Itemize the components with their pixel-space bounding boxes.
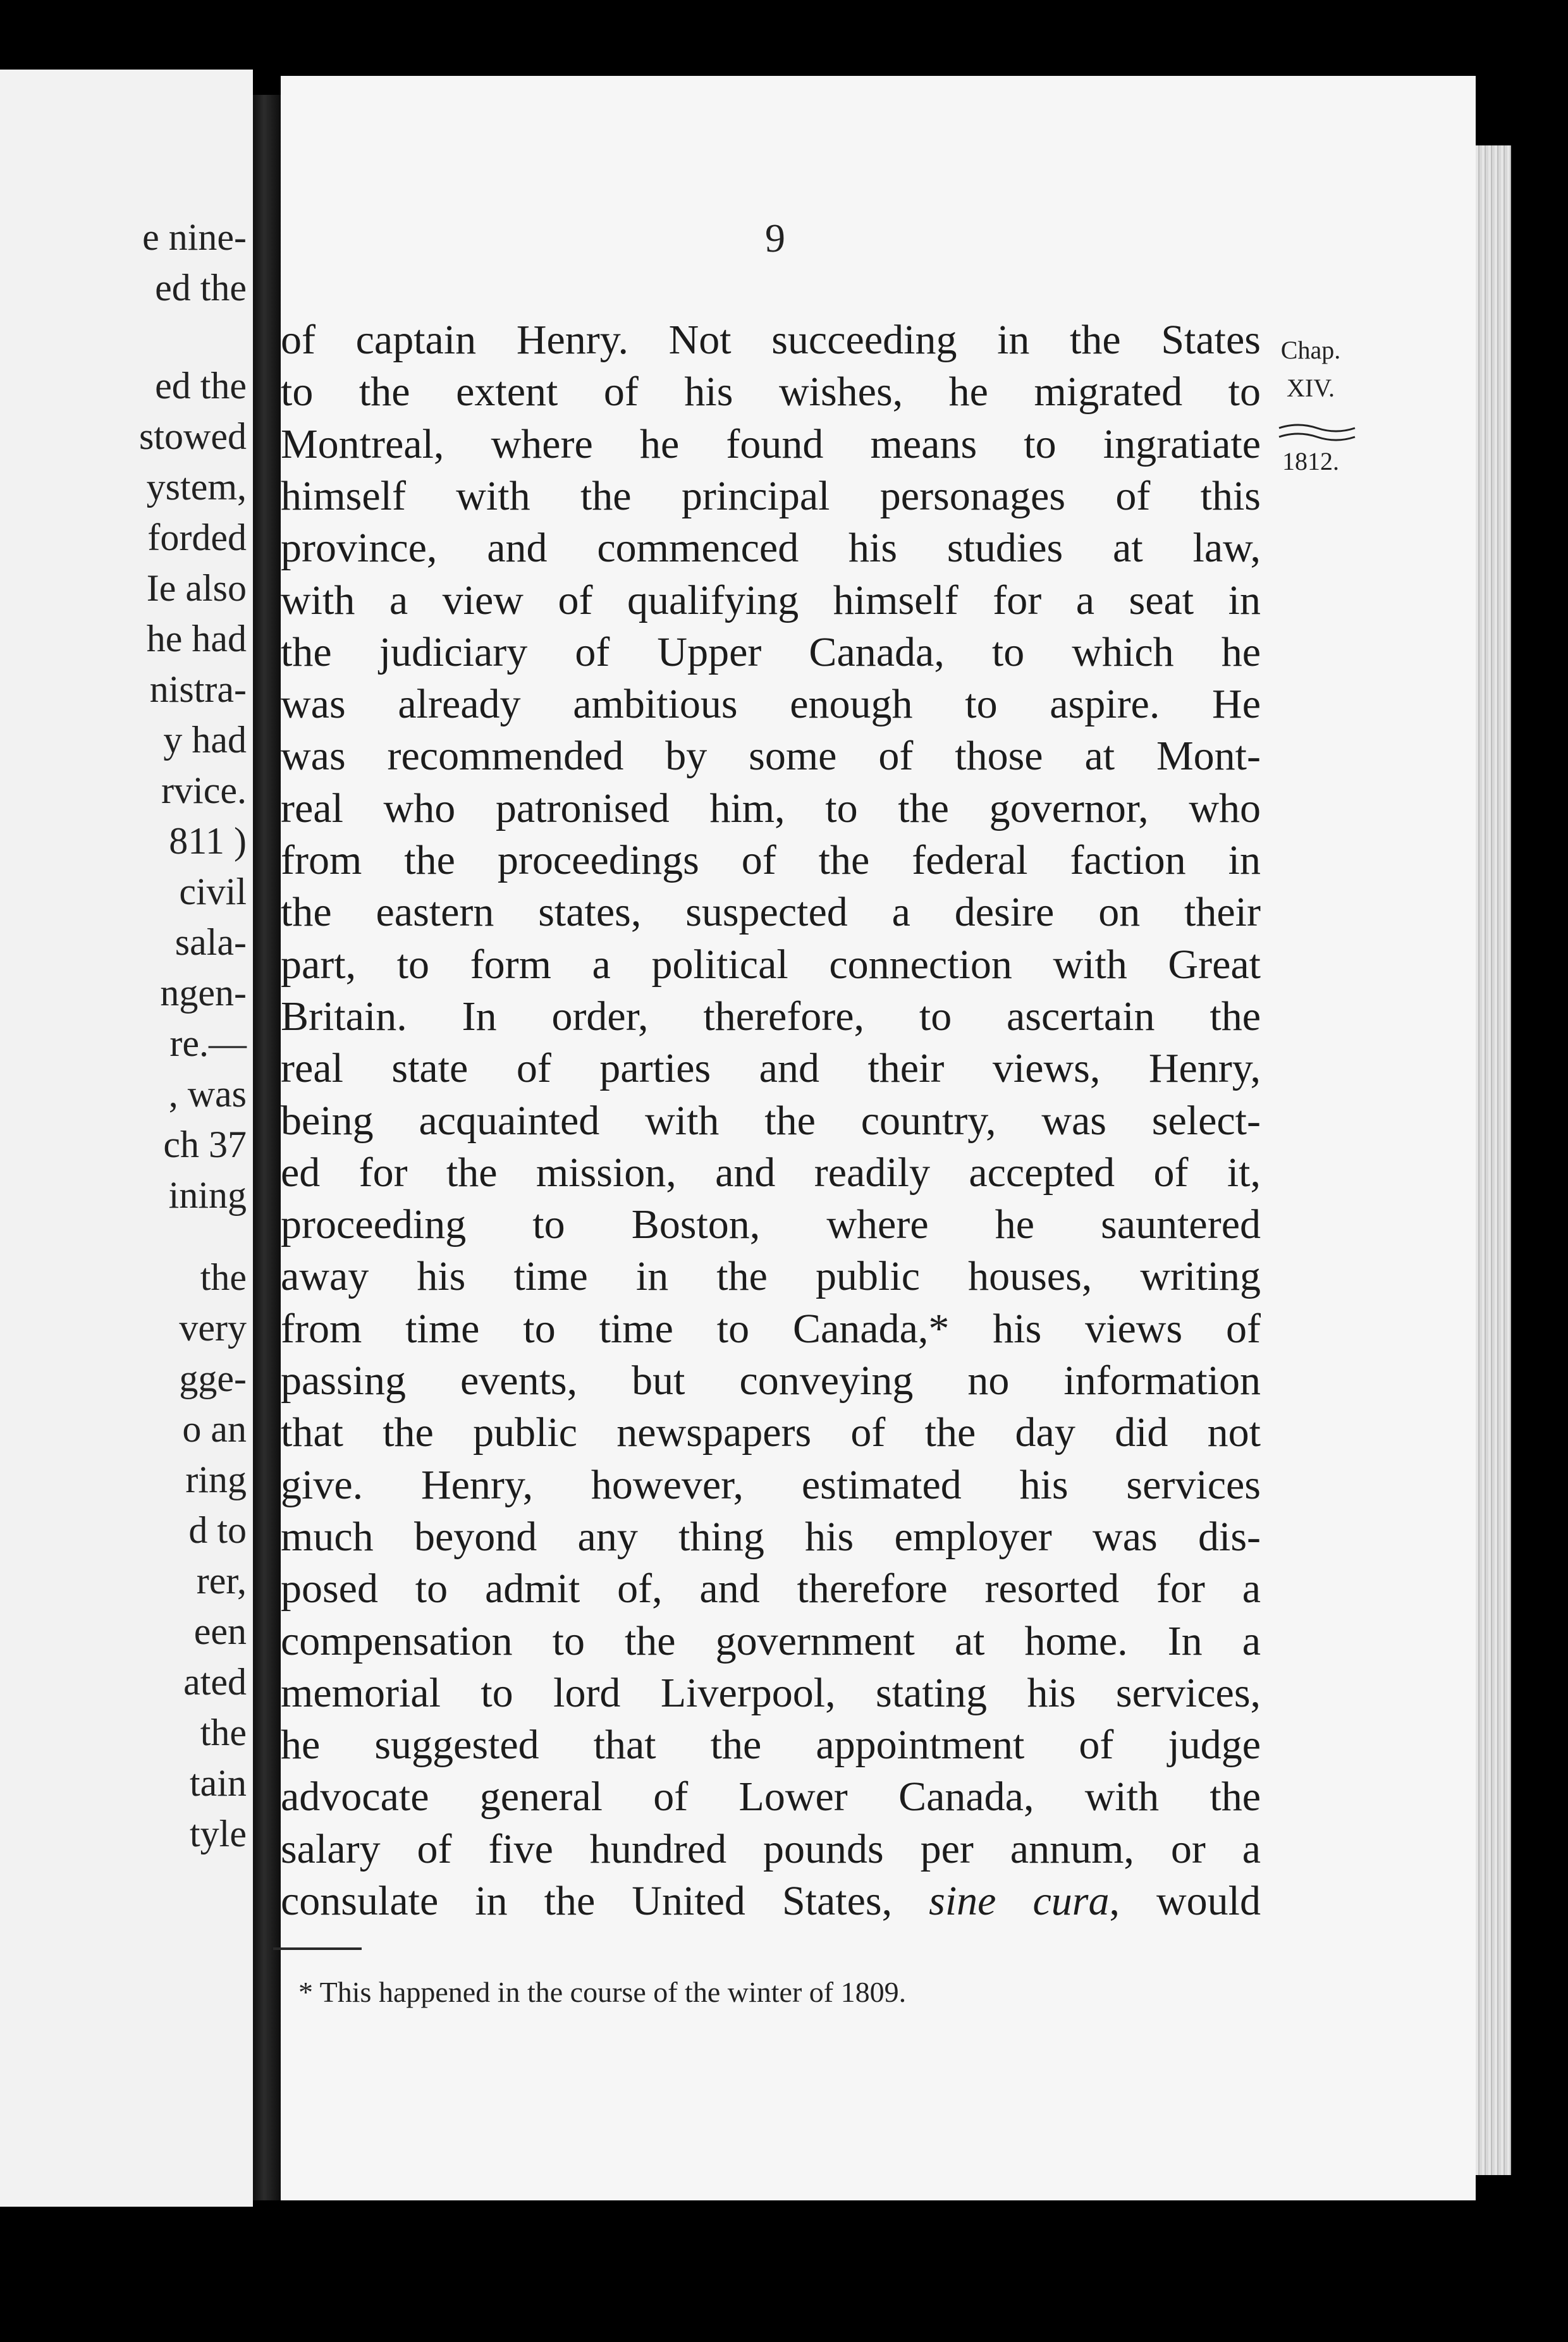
facing-page-line: the [200,1256,247,1298]
text-line: the judiciary of Upper Canada, to which he [281,628,1261,675]
text-line: passing events, but conveying no information [281,1358,1261,1404]
facing-page-line: y had [163,719,247,761]
text-line-last [281,1880,1261,1922]
margin-tilde-ornament [1276,420,1358,442]
italic-phrase: sine cura [929,1878,1110,1924]
facing-page-line: nistra- [149,668,247,710]
text-span: consulate in the United States, [281,1878,929,1924]
text-line: ed for the mission, and readily accepted of it, [281,1149,1261,1196]
text-line: that the public newspapers of the day did not [281,1409,1261,1456]
text-line: give. Henry, however, estimated his services [281,1461,1261,1508]
facing-page-line: rer, [196,1560,247,1602]
facing-page-line: very [179,1307,247,1349]
facing-page-line: the [200,1712,247,1753]
text-line: with a view of qualifying himself for a seat in [281,577,1261,623]
facing-page-line: d to [188,1509,247,1551]
text-line: much beyond any thing his employer was dis- [281,1513,1261,1560]
text-line: to the extent of his wishes, he migrated to [281,369,1261,415]
text-line: advocate general of Lower Canada, with the [281,1774,1261,1820]
facing-page-line: , was [168,1073,247,1115]
facing-page-line: tyle [190,1813,247,1855]
facing-page-line: re.— [169,1022,247,1064]
text-line: himself with the principal personages of this [281,472,1261,519]
page-number: 9 [765,216,785,261]
text-line: real state of parties and their views, Henry, [281,1045,1261,1092]
text-line: memorial to lord Liverpool, stating his services, [281,1669,1261,1716]
facing-page-line: e nine- [142,216,247,258]
facing-page-line: civil [179,871,247,912]
text-line: of captain Henry. Not succeeding in the States [281,317,1261,363]
book-gutter [253,95,281,2200]
facing-page-line: tain [190,1762,247,1804]
text-line: was already ambitious enough to aspire. He [281,681,1261,728]
text-line: he suggested that the appointment of judge [281,1722,1261,1769]
facing-page-line: rvice. [161,769,247,811]
margin-year: 1812. [1282,447,1339,475]
margin-chapter-number: XIV. [1287,374,1335,402]
text-line: Britain. In order, therefore, to ascertain the [281,993,1261,1039]
text-line: the eastern states, suspected a desire on their [281,889,1261,936]
text-line: part, to form a political connection with Great [281,941,1261,988]
text-line: compensation to the government at home. In a [281,1617,1261,1664]
text-line: province, and commenced his studies at law, [281,525,1261,572]
facing-page-line: stowed [139,415,247,457]
text-line: from time to time to Canada,* his views of [281,1305,1261,1352]
text-line: away his time in the public houses, writing [281,1253,1261,1300]
facing-page-line: ining [168,1174,247,1216]
text-line: posed to admit of, and therefore resorted for a [281,1566,1261,1612]
text-line: was recommended by some of those at Mont- [281,733,1261,780]
text-span: , would [1109,1878,1261,1924]
facing-page-line: sala- [175,921,247,963]
facing-page-line: he had [146,618,247,659]
text-line: salary of five hundred pounds per annum, or a [281,1825,1261,1872]
facing-page-line: ated [183,1661,247,1703]
facing-page-line: Ie also [146,567,247,609]
facing-page-line: gge- [179,1358,247,1399]
facing-page-line: een [193,1610,247,1652]
facing-page-line: ring [185,1459,247,1500]
facing-page-line: ed the [155,267,247,309]
facing-page-line: ch 37 [163,1124,247,1165]
page-edges [1476,145,1511,2175]
text-line: real who patronised him, to the governor, who [281,785,1261,831]
text-line: being acquainted with the country, was select- [281,1097,1261,1144]
text-line: from the proceedings of the federal faction in [281,837,1261,883]
text-line: proceeding to Boston, where he sauntered [281,1201,1261,1248]
facing-page-left [0,70,253,2207]
facing-page-line: o an [182,1408,247,1450]
footnote: * This happened in the course of the winter of 1809. [298,1976,907,2008]
facing-page-line: forded [147,517,247,558]
facing-page-line: ystem, [146,466,247,508]
text-line: Montreal, where he found means to ingratiate [281,420,1261,467]
margin-chapter-label: Chap. [1280,336,1341,364]
facing-page-line: ngen- [160,972,247,1014]
footnote-rule [273,1947,362,1950]
facing-page-line: ed the [155,365,247,407]
facing-page-line: 811 ) [169,820,247,862]
